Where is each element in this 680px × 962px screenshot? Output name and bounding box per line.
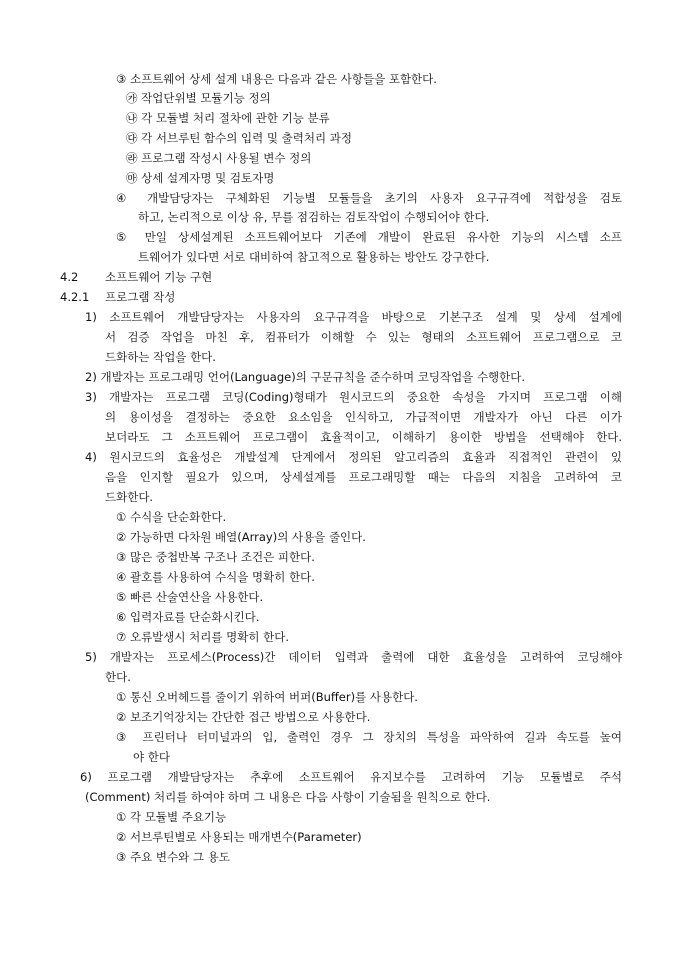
text-line: ④ 괄호를 사용하여 수식을 명확히 한다.	[116, 570, 315, 584]
text-line: ① 통신 오버헤드를 줄이기 위하여 버퍼(Buffer)를 사용한다.	[116, 690, 418, 704]
text-line: ① 수식을 단순화한다.	[116, 510, 227, 524]
text-line: 4.2.1	[60, 290, 90, 304]
text-line: ⑤ 빠른 산술연산을 사용한다.	[116, 590, 264, 604]
text-line: ⑤ 만일 상세설계된 소프트웨어보다 기존에 개발이 완료된 유사한 기능의 시스템 소프	[116, 230, 622, 244]
text-line: (Comment) 처리를 하여야 하며 그 내용은 다음 사항이 기술됨을 원칙으로 한다.	[85, 790, 491, 804]
text-line: ⑥ 입력자료를 단순화시킨다.	[116, 610, 260, 624]
text-line: 5) 개발자는 프로세스(Process)간 데이터 입력과 출력에 대한 효율성을 고려하여 코딩해야	[85, 650, 622, 664]
text-line: 트웨어가 있다면 서로 대비하여 참고적으로 활용하는 방안도 강구한다.	[138, 250, 490, 264]
text-line: 6) 프로그램 개발담당자는 추후에 소프트웨어 유지보수를 고려하여 기능 모듈별로 주석	[80, 770, 622, 784]
text-line: 서 검증 작업을 마친 후, 컴퓨터가 이해할 수 있는 형태의 소프트웨어 프로그램으로 코	[105, 330, 622, 344]
text-line: 음을 인지할 필요가 있으며, 상세설계를 프로그래밍할 때는 다음의 지침을 고려하여 코	[105, 470, 622, 484]
text-line: ㉯ 각 모듈별 처리 절차에 관한 기능 분류	[126, 111, 330, 125]
text-line: 소프트웨어 기능 구현	[105, 270, 213, 284]
text-line: 2) 개발자는 프로그래밍 언어(Language)의 구문규칙을 준수하며 코딩작업을 수행한다.	[85, 370, 526, 384]
text-line: ④ 개발담당자는 구체화된 기능별 모듈들을 초기의 사용자 요구규격에 적합성을 검토	[116, 191, 622, 205]
text-line: ⑦ 오류발생시 처리를 명확히 한다.	[116, 630, 290, 644]
text-line: ③ 많은 중첩반복 구조나 조건은 피한다.	[116, 550, 315, 564]
text-line: ② 서브루틴별로 사용되는 매개변수(Parameter)	[116, 830, 362, 844]
text-line: ㉲ 상세 설계자명 및 검토자명	[126, 171, 275, 185]
text-line: ② 보조기억장치는 간단한 접근 방법으로 사용한다.	[116, 710, 371, 724]
text-line: 보더라도 그 소프트웨어 프로그램이 효율적이고, 이해하기 용이한 방법을 선택해야 한다.	[105, 430, 622, 444]
text-line: ② 가능하면 다차원 배열(Array)의 사용을 줄인다.	[116, 530, 366, 544]
text-line: ③ 프린터나 터미널과의 입, 출력인 경우 그 장치의 특성을 파악하여 길과 속도를 높여	[116, 730, 622, 744]
text-line: ㉱ 프로그램 작성시 사용될 변수 정의	[126, 151, 312, 165]
text-line: 3) 개발자는 프로그램 코딩(Coding)형태가 원시코드의 중요한 속성을 가지며 프로그램 이해	[85, 390, 622, 404]
text-line: 한다.	[105, 670, 131, 684]
text-line: 4.2	[60, 270, 79, 284]
text-line: ㉰ 각 서브루틴 함수의 입력 및 출력처리 과정	[126, 131, 352, 145]
text-line: 드화하는 작업을 한다.	[105, 350, 216, 364]
text-line: 4) 원시코드의 효율성은 개발설계 단계에서 정의된 알고리즘의 효율과 직접적인 관련이 있	[85, 450, 622, 464]
text-line: 프로그램 작성	[105, 290, 176, 304]
text-line: ㉮ 작업단위별 모듈기능 정의	[126, 91, 271, 105]
text-line: 야 한다	[133, 750, 170, 764]
text-line: 드화한다.	[105, 490, 154, 504]
text-line: ① 각 모듈별 주요기능	[116, 810, 227, 824]
text-line: 의 용이성을 결정하는 중요한 요소임을 인식하고, 가급적이면 개발자가 아닌 다른 이가	[105, 410, 622, 424]
text-line: ③ 소프트웨어 상세 설계 내용은 다음과 같은 사항들을 포함한다.	[116, 72, 437, 86]
text-line: 하고, 논리적으로 이상 유, 무를 점검하는 검토작업이 수행되어야 한다.	[138, 210, 490, 224]
text-line: 1) 소프트웨어 개발담당자는 사용자의 요구규격을 바탕으로 기본구조 설계 및 상세 설계에	[85, 310, 622, 324]
text-line: ③ 주요 변수와 그 용도	[116, 850, 230, 864]
